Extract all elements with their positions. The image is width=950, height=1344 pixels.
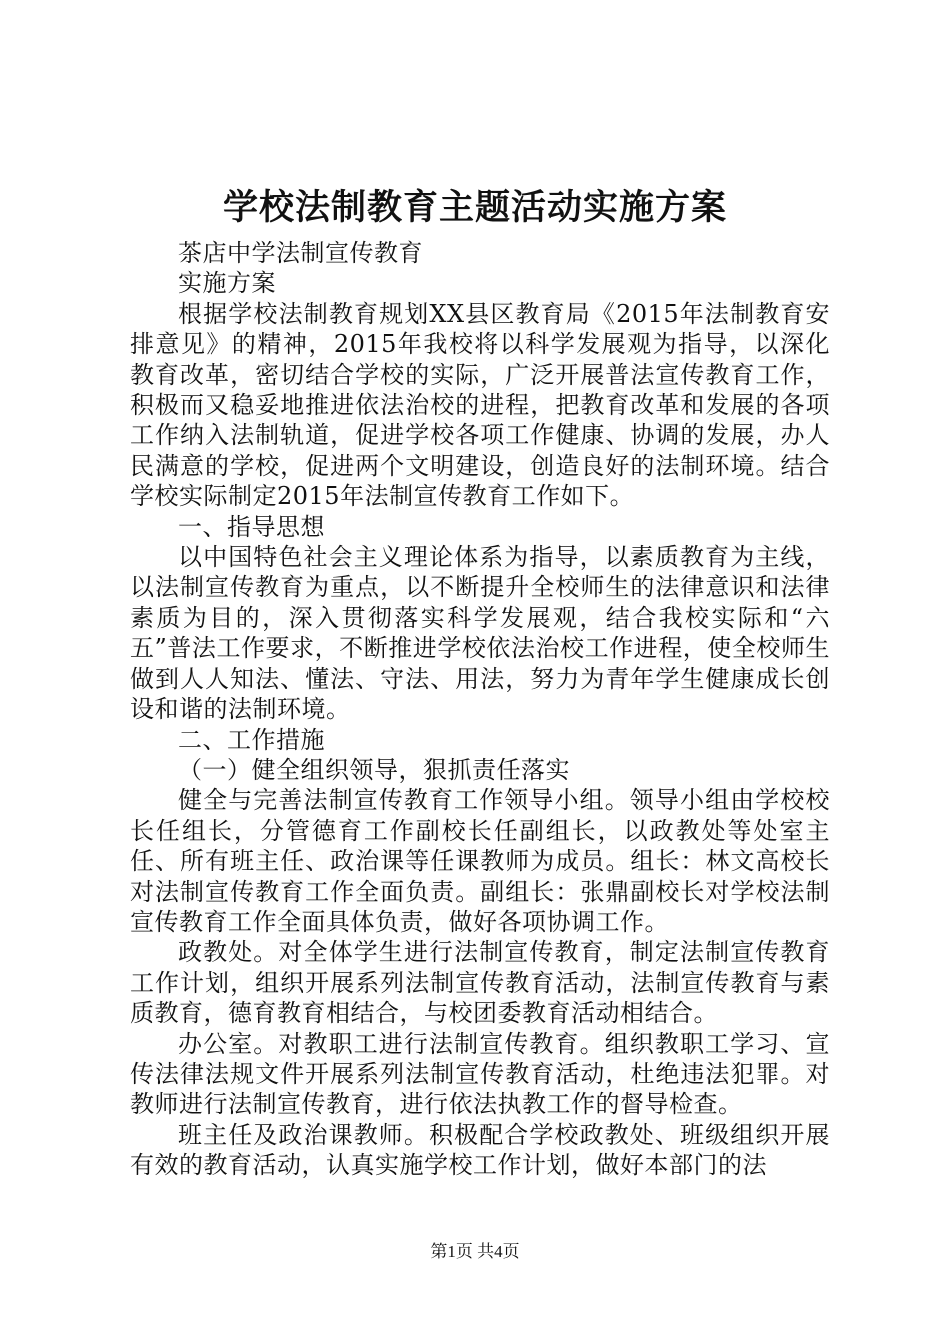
- paragraph-leadership-group: 健全与完善法制宣传教育工作领导小组。领导小组由学校校长任组长，分管德育工作副校长任副组长，以政教处等处室主任、所有班主任、政治课等任课教师为成员。组长：林文高校长对法制宣传教育工作全面负责。副组长：张鼎副校长对学校法制宣传教育工作全面具体负责，做好各项协调工作。: [130, 786, 830, 936]
- document-title: 学校法制教育主题活动实施方案: [222, 187, 727, 228]
- paragraph-school-name: 茶店中学法制宣传教育: [178, 239, 423, 267]
- paragraph-political-office: 政教处。对全体学生进行法制宣传教育，制定法制宣传教育工作计划，组织开展系列法制宣传教育活动，法制宣传教育与素质教育，德育教育相结合，与校团委教育活动相结合。: [130, 938, 830, 1028]
- paragraph-intro: 根据学校法制教育规划XX县区教育局《2015年法制教育安排意见》的精神，2015年我校将以科学发展观为指导，以深化教育改革，密切结合学校的实际，广泛开展普法宣传教育工作，积极而又稳妥地推进依法治校的进程，把教育改革和发展的各项工作纳入法制轨道，促进学校各项工作健康、协调的发展，办人民满意的学校，促进两个文明建设，创造良好的法制环境。结合学校实际制定2015年法制宣传教育工作如下。: [130, 299, 830, 511]
- paragraph-class-teachers: 班主任及政治课教师。积极配合学校政教处、班级组织开展有效的教育活动，认真实施学校工作计划，做好本部门的法: [130, 1120, 830, 1180]
- paragraph-general-office: 办公室。对教职工进行法制宣传教育。组织教职工学习、宣传法律法规文件开展系列法制宣传教育活动，杜绝违法犯罪。对教师进行法制宣传教育，进行依法执教工作的督导检查。: [130, 1029, 830, 1119]
- heading-guiding-thought: 一、指导思想: [178, 512, 325, 541]
- heading-work-measures: 二、工作措施: [178, 725, 325, 754]
- subheading-organization: （一）健全组织领导，狠抓责任落实: [178, 755, 570, 784]
- paragraph-plan-label: 实施方案: [178, 269, 276, 298]
- page-footer: 第1页 共4页: [430, 1242, 520, 1261]
- document-body: [130, 238, 830, 1181]
- paragraph-guiding-thought: 以中国特色社会主义理论体系为指导，以素质教育为主线，以法制宣传教育为重点，以不断提升全校师生的法律意识和法律素质为目的，深入贯彻落实科学发展观，结合我校实际和“六五”普法工作要求，不断推进学校依法治校工作进程，使全校师生做到人人知法、懂法、守法、用法，努力为青年学生健康成长创设和谐的法制环境。: [130, 543, 830, 724]
